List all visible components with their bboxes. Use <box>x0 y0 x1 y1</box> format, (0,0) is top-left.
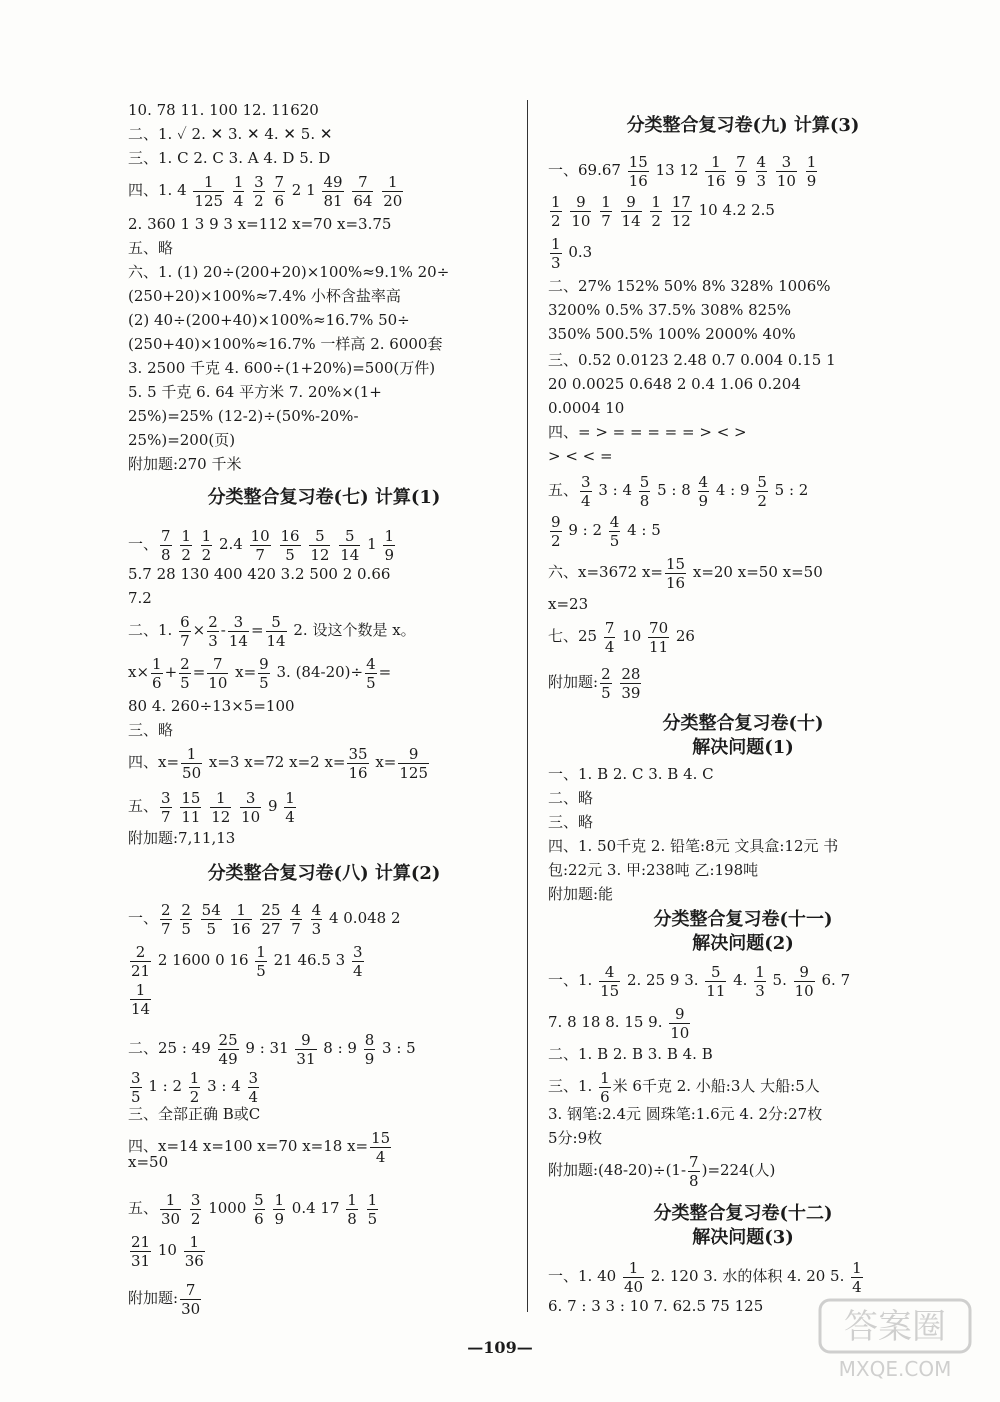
fraction: $\frac{1}{3}$ <box>551 234 561 272</box>
fraction: $\frac{3}{10}$ <box>241 788 261 826</box>
fraction: $\frac{9}{31}$ <box>296 1030 316 1068</box>
fraction: $\frac{1}{9}$ <box>806 152 817 190</box>
fraction: $\frac{3}{4}$ <box>352 942 363 980</box>
section12-title: 分类整合复习卷(十二) <box>653 1203 833 1224</box>
answer-line: 5.7 28 130 400 420 3.2 500 2 0.66 <box>128 565 391 583</box>
answer-line: 三、全部正确 B或C <box>128 1105 261 1123</box>
fraction: $\frac{5}{12}$ <box>310 526 330 564</box>
answer-line: 三、0.52 0.0123 2.48 0.7 0.004 0.15 1 <box>548 351 836 369</box>
fraction: $\frac{4}{3}$ <box>756 152 767 190</box>
fraction: $\frac{9}{10}$ <box>571 192 591 230</box>
answer-line: 附加题:能 <box>548 885 614 903</box>
fraction: $\frac{1}{9}$ <box>274 1190 285 1228</box>
fraction: $\frac{3}{2}$ <box>190 1190 201 1228</box>
fraction: $\frac{1}{4}$ <box>233 172 244 210</box>
section10-title: 分类整合复习卷(十) <box>662 713 824 734</box>
watermark-logo <box>810 1294 980 1384</box>
answer-line: 2. 360 1 3 9 3 x=112 x=70 x=3.75 <box>128 215 392 233</box>
answer-line: 六、x=3672 x= $\frac{15}{16}$ x=20 x=50 x=50 <box>548 554 823 592</box>
fraction: $\frac{1}{125}$ <box>194 172 224 210</box>
answer-line: 二、27% 152% 50% 8% 328% 1006% <box>548 277 831 295</box>
answer-line: 一、1. B 2. C 3. B 4. C <box>548 765 714 783</box>
section11-subtitle: 解决问题(2) <box>692 933 794 954</box>
answer-line: 6. 7 : 3 3 : 10 7. 62.5 75 125 <box>548 1297 764 1315</box>
answer-line: 四、x= $\frac{1}{50}$ x=3 x=72 x=2 x= $\frac{35}{16}$ x= $\frac{9}{125}$ <box>128 744 429 782</box>
fraction: $\frac{4}{9}$ <box>698 472 709 510</box>
fraction: $\frac{49}{81}$ <box>323 172 343 210</box>
fraction: $\frac{9}{10}$ <box>794 962 814 1000</box>
fraction: $\frac{70}{11}$ <box>649 618 669 656</box>
watermark-logo-text: 答案圈 <box>844 1307 946 1347</box>
answer-line: 一、1. 40 $\frac{1}{40}$ 2. 120 3. 水的体积 4. 20 5. $\frac{1}{4}$ <box>548 1258 862 1296</box>
fraction: $\frac{1}{9}$ <box>384 526 394 564</box>
section8-title: 分类整合复习卷(八) 计算(2) <box>207 863 441 884</box>
answer-line: 附加题:(48-20)÷(1- $\frac{7}{8}$ )=224(人) <box>548 1152 776 1190</box>
fraction: $\frac{2}{3}$ <box>208 612 218 650</box>
fraction: $\frac{5}{8}$ <box>639 472 650 510</box>
answer-line: 25%)=25% (12-2)÷(50%-20%- <box>128 407 359 425</box>
fraction: $\frac{3}{4}$ <box>581 472 591 510</box>
answer-line: $\frac{3}{5}$ 1 : 2 $\frac{1}{2}$ 3 : 4 $\frac{3}{4}$ <box>131 1068 259 1106</box>
answer-line: 五、 $\frac{1}{30}$ $\frac{3}{2}$ 1000 $\frac{5}{6}$ $\frac{1}{9}$ 0.4 17 $\frac{1}{8}$ $\frac{1}{5}$ <box>128 1190 378 1228</box>
answer-line: 四、= > = = = = = > < > <box>548 423 747 441</box>
answer-line: $\frac{1}{3}$ 0.3 <box>551 234 593 272</box>
fraction: $\frac{7}{30}$ <box>181 1280 201 1318</box>
fraction: $\frac{5}{11}$ <box>706 962 726 1000</box>
fraction: $\frac{1}{2}$ <box>181 526 191 564</box>
fraction: $\frac{7}{8}$ <box>161 526 171 564</box>
fraction: $\frac{6}{7}$ <box>180 612 190 650</box>
fraction: $\frac{3}{4}$ <box>248 1068 259 1106</box>
answer-line: > < < = <box>548 447 613 465</box>
answer-line: 二、1. ✓ 2. ✕ 3. ✕ 4. ✕ 5. ✕ <box>128 125 333 143</box>
answer-line: 5. 5 千克 6. 64 平方米 7. 20%×(1+ <box>128 383 382 401</box>
fraction: $\frac{15}{11}$ <box>181 788 201 826</box>
fraction: $\frac{1}{7}$ <box>601 192 611 230</box>
answer-line: 包:22元 3. 甲:238吨 乙:198吨 <box>548 861 759 879</box>
fraction: $\frac{1}{6}$ <box>600 1068 610 1106</box>
answer-line: 7. 8 18 8. 15 9. $\frac{9}{10}$ <box>548 1004 690 1042</box>
fraction: $\frac{4}{3}$ <box>311 900 322 938</box>
answer-line: 七、25 $\frac{7}{4}$ 10 $\frac{70}{11}$ 26 <box>548 618 695 656</box>
answer-line: x× $\frac{1}{6}$ + $\frac{2}{5}$ = $\frac{7}{10}$ x= $\frac{9}{5}$ 3. (84-20)÷ $\frac{4}{5}$ = <box>128 654 392 692</box>
answer-line: 四、1. 50千克 2. 铅笔:8元 文具盒:12元 书 <box>548 837 839 855</box>
fraction: $\frac{9}{5}$ <box>259 654 269 692</box>
fraction: $\frac{7}{8}$ <box>689 1152 699 1190</box>
fraction: $\frac{1}{36}$ <box>184 1232 204 1270</box>
answer-line: 20 0.0025 0.648 2 0.4 1.06 0.204 <box>548 375 801 393</box>
fraction: $\frac{1}{2}$ <box>651 192 661 230</box>
answer-line: 7.2 <box>128 589 152 607</box>
answer-line: $\frac{9}{2}$ 9 : 2 $\frac{4}{5}$ 4 : 5 <box>551 512 661 550</box>
fraction: $\frac{15}{4}$ <box>371 1128 391 1166</box>
answer-line: (2) 40÷(200+40)×100%≈16.7% 50÷ <box>128 311 410 329</box>
answer-line: 四、1. 4 $\frac{1}{125}$ $\frac{1}{4}$ $\frac{3}{2}$ $\frac{7}{6}$ 2 1 $\frac{49}{81}$ $\frac{7}{64}$ $\frac{1}{20}$ <box>128 172 403 210</box>
answer-line: 二、1. $\frac{6}{7}$ × $\frac{2}{3}$ - $\frac{3}{14}$ = $\frac{5}{14}$ 2. 设这个数是 x。 <box>128 612 416 650</box>
fraction: $\frac{4}{5}$ <box>609 512 620 550</box>
answer-line: 附加题:270 千米 <box>128 455 242 473</box>
fraction: $\frac{1}{8}$ <box>347 1190 357 1228</box>
fraction: $\frac{1}{5}$ <box>367 1190 378 1228</box>
fraction: $\frac{3}{5}$ <box>131 1068 141 1106</box>
fraction: $\frac{15}{16}$ <box>628 152 648 190</box>
fraction: $\frac{4}{7}$ <box>291 900 301 938</box>
answer-line: 一、69.67 $\frac{15}{16}$ 13 12 $\frac{1}{16}$ $\frac{7}{9}$ $\frac{4}{3}$ $\frac{3}{10}$ $\frac{1}{9}$ <box>548 152 817 190</box>
fraction: $\frac{2}{5}$ <box>181 900 191 938</box>
answer-line: $\frac{1}{2}$ $\frac{9}{10}$ $\frac{1}{7}$ $\frac{9}{14}$ $\frac{1}{2}$ $\frac{17}{12}$ 10 4.2 2.5 <box>551 192 775 230</box>
fraction: $\frac{10}{7}$ <box>250 526 270 564</box>
fraction: $\frac{2}{7}$ <box>161 900 171 938</box>
answer-line: 一、 $\frac{7}{8}$ $\frac{1}{2}$ $\frac{1}{2}$ 2.4 $\frac{10}{7}$ $\frac{16}{5}$ $\frac{5}{12}$ $\frac{5}{14}$ 1 $\frac{1}{9}$ <box>128 526 394 564</box>
answer-line: 五、 $\frac{3}{7}$ $\frac{15}{11}$ $\frac{1}{12}$ $\frac{3}{10}$ 9 $\frac{1}{4}$ <box>128 788 295 826</box>
fraction: $\frac{15}{16}$ <box>666 554 686 592</box>
answer-line: 六、1. (1) 20÷(200+20)×100%≈9.1% 20÷ <box>128 263 450 281</box>
fraction: $\frac{2}{5}$ <box>180 654 190 692</box>
fraction: $\frac{9}{125}$ <box>399 744 429 782</box>
answer-line: 四、x=14 x=100 x=70 x=18 x= $\frac{15}{4}$ <box>128 1128 391 1166</box>
fraction: $\frac{3}{10}$ <box>776 152 796 190</box>
fraction: $\frac{1}{14}$ <box>131 980 151 1018</box>
answer-line: $\frac{21}{31}$ 10 $\frac{1}{36}$ <box>131 1232 204 1270</box>
answer-line: 附加题: $\frac{7}{30}$ <box>128 1280 201 1318</box>
section11-title: 分类整合复习卷(十一) <box>653 909 833 930</box>
fraction: $\frac{54}{5}$ <box>201 900 221 938</box>
fraction: $\frac{3}{2}$ <box>254 172 264 210</box>
answer-line: 三、1. C 2. C 3. A 4. D 5. D <box>128 149 331 167</box>
fraction: $\frac{4}{5}$ <box>366 654 376 692</box>
answer-line: 三、略 <box>128 721 174 739</box>
fraction: $\frac{1}{16}$ <box>231 900 251 938</box>
answer-line: 0.0004 10 <box>548 399 625 417</box>
fraction: $\frac{2}{5}$ <box>601 664 611 702</box>
fraction: $\frac{1}{20}$ <box>383 172 403 210</box>
fraction: $\frac{4}{15}$ <box>600 962 620 1000</box>
fraction: $\frac{7}{64}$ <box>353 172 373 210</box>
fraction: $\frac{2}{21}$ <box>131 942 151 980</box>
answer-line: 五、 $\frac{3}{4}$ 3 : 4 $\frac{5}{8}$ 5 : 8 $\frac{4}{9}$ 4 : 9 $\frac{5}{2}$ 5 : 2 <box>548 472 809 510</box>
fraction: $\frac{1}{6}$ <box>152 654 162 692</box>
fraction: $\frac{9}{10}$ <box>670 1004 690 1042</box>
fraction: $\frac{21}{31}$ <box>131 1232 151 1270</box>
fraction: $\frac{7}{6}$ <box>274 172 285 210</box>
answer-line: (250+40)×100%≈16.7% 一样高 2. 6000套 <box>128 335 443 353</box>
fraction: $\frac{1}{16}$ <box>706 152 726 190</box>
answer-line: 3. 钢笔:2.4元 圆珠笔:1.6元 4. 2分:27枚 <box>548 1105 823 1123</box>
answer-line <box>128 980 153 1018</box>
answer-line: 二、略 <box>548 789 594 807</box>
fraction: $\frac{7}{10}$ <box>208 654 228 692</box>
answer-line: 10. 78 11. 100 12. 11620 <box>128 101 319 119</box>
column-divider <box>527 100 528 1312</box>
fraction: $\frac{1}{4}$ <box>852 1258 862 1296</box>
answer-line: 二、25 : 49 $\frac{25}{49}$ 9 : 31 $\frac{9}{31}$ 8 : 9 $\frac{8}{9}$ 3 : 5 <box>128 1030 416 1068</box>
fraction: $\frac{1}{3}$ <box>755 962 765 1000</box>
answer-line: 附加题: $\frac{2}{5}$ $\frac{28}{39}$ <box>548 664 641 702</box>
page-number: —109— <box>467 1338 533 1357</box>
fraction: $\frac{3}{7}$ <box>161 788 171 826</box>
answer-line: 二、1. B 2. B 3. B 4. B <box>548 1045 713 1063</box>
fraction: $\frac{1}{4}$ <box>285 788 295 826</box>
answer-line: 三、1. $\frac{1}{6}$ 米 6千克 2. 小船:3人 大船:5人 <box>548 1068 820 1106</box>
fraction: $\frac{9}{2}$ <box>551 512 561 550</box>
section12-subtitle: 解决问题(3) <box>692 1227 794 1248</box>
answer-line: 一、 $\frac{2}{7}$ $\frac{2}{5}$ $\frac{54}{5}$ $\frac{1}{16}$ $\frac{25}{27}$ $\frac{4}{7}$ $\frac{4}{3}$ 4 0.048 2 <box>128 900 401 938</box>
fraction: $\frac{1}{30}$ <box>161 1190 181 1228</box>
fraction: $\frac{7}{4}$ <box>604 618 615 656</box>
watermark-url-text: MXQE.COM <box>838 1357 952 1381</box>
fraction: $\frac{5}{2}$ <box>757 472 767 510</box>
answer-line: 3200% 0.5% 37.5% 308% 825% <box>548 301 792 319</box>
fraction: $\frac{1}{50}$ <box>182 744 202 782</box>
fraction: $\frac{16}{5}$ <box>280 526 300 564</box>
answer-line: 五、略 <box>128 239 174 257</box>
answer-line: x=23 <box>548 595 589 613</box>
answer-line: 5分:9枚 <box>548 1129 603 1147</box>
fraction: $\frac{3}{14}$ <box>228 612 248 650</box>
answer-line: 80 4. 260÷13×5=100 <box>128 697 295 715</box>
fraction: $\frac{1}{2}$ <box>189 1068 200 1106</box>
answer-line: 三、略 <box>548 813 594 831</box>
section9-title: 分类整合复习卷(九) 计算(3) <box>626 115 860 136</box>
fraction: $\frac{28}{39}$ <box>621 664 641 702</box>
fraction: $\frac{17}{12}$ <box>671 192 691 230</box>
fraction: $\frac{1}{5}$ <box>256 942 266 980</box>
fraction: $\frac{5}{14}$ <box>266 612 286 650</box>
answer-line: (250+20)×100%≈7.4% 小杯含盐率高 <box>128 287 401 305</box>
section7-title: 分类整合复习卷(七) 计算(1) <box>207 487 441 508</box>
fraction: $\frac{25}{27}$ <box>261 900 281 938</box>
answer-line: $\frac{2}{21}$ 2 1600 0 16 $\frac{1}{5}$ 21 46.5 3 $\frac{3}{4}$ <box>131 942 363 980</box>
fraction: $\frac{1}{2}$ <box>201 526 212 564</box>
fraction: $\frac{25}{49}$ <box>218 1030 238 1068</box>
fraction: $\frac{35}{16}$ <box>348 744 368 782</box>
answer-line: 附加题:7,11,13 <box>128 829 236 847</box>
fraction: $\frac{9}{14}$ <box>621 192 641 230</box>
answer-line: 350% 500.5% 100% 2000% 40% <box>548 325 796 343</box>
fraction: $\frac{7}{9}$ <box>736 152 746 190</box>
fraction: $\frac{1}{12}$ <box>211 788 231 826</box>
fraction: $\frac{5}{14}$ <box>340 526 360 564</box>
section10-subtitle: 解决问题(1) <box>692 737 794 758</box>
answer-line: 3. 2500 千克 4. 600÷(1+20%)=500(万件) <box>128 359 436 377</box>
fraction: $\frac{1}{40}$ <box>623 1258 644 1296</box>
answer-line: x=50 <box>128 1153 169 1171</box>
answer-line: 一、1. $\frac{4}{15}$ 2. 25 9 3. $\frac{5}{11}$ 4. $\frac{1}{3}$ 5. $\frac{9}{10}$ 6. 7 <box>548 962 851 1000</box>
fraction: $\frac{5}{6}$ <box>254 1190 264 1228</box>
fraction: $\frac{1}{2}$ <box>551 192 561 230</box>
fraction: $\frac{8}{9}$ <box>364 1030 375 1068</box>
answer-line: 25%)=200(页) <box>128 431 236 449</box>
